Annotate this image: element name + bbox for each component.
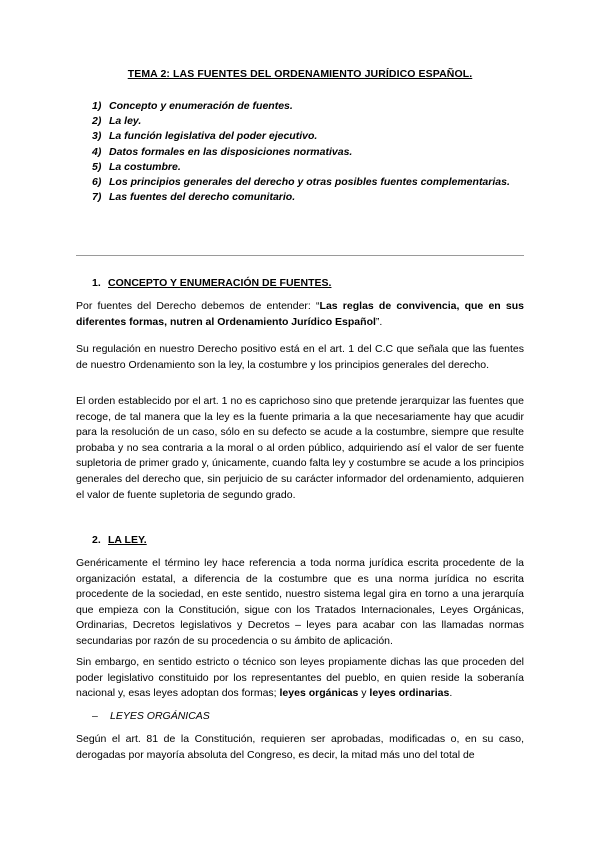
section-1-paragraph-3: El orden establecido por el art. 1 no es caprichoso sino que pretende jerarquizar las fuentes que recoge, de tal manera que la ley es la fuente primaria a la que necesariamente hay que acudir para la resolución de un caso, sólo en su defecto se acude a la costumbre, siempre que resulte probaba y no sea contraria a la moral o al orden público, adquiriendo así el valor de ser fuente supletoria de primer grado y, únicamente, cuando falta ley y costumbre se acude a los principios generales del derecho que, sin perjuicio de su carácter informador del ordenamiento, adquieren el valor de fuente supletoria de segundo grado. [76, 395, 524, 501]
definition-end: ”. [375, 315, 383, 328]
subsection-leyes-organicas [92, 710, 210, 722]
toc-item-text: La costumbre. [109, 160, 181, 173]
toc-item-text: Datos formales en las disposiciones normativas. [109, 145, 353, 158]
toc-item [92, 99, 532, 114]
definition-quote: Las reglas de convivencia, que en sus diferentes formas, nutren al Ordenamiento Jurídico Español [76, 300, 524, 328]
subsection-title: LEYES ORGÁNICAS [110, 710, 210, 722]
section-2-paragraph-1: Genéricamente el término ley hace referencia a toda norma jurídica escrita procedente de la organización estatal, a diferencia de la costumbre que es una norma jurídica no escrita procedente de la sociedad, en este sentido, nuestro sistema legal gira en torno a una jerarquía que empieza con la Constitución, sigue con los Tratados Internacionales, Leyes Orgánicas, Ordinarias, Decretos legislativos y Decretos – leyes para acabar con las llamadas normas secundarias por razón de su procedencia o su ámbito de aplicación. [76, 557, 524, 647]
term-leyes-ordinarias: leyes ordinarias [369, 687, 450, 700]
toc-item [92, 114, 532, 129]
section-2-paragraph-2 [76, 655, 524, 702]
toc-item [92, 160, 532, 175]
section-1-paragraph-1 [76, 299, 524, 330]
table-of-contents [92, 99, 532, 205]
section-2-heading [92, 534, 147, 546]
toc-item [92, 175, 532, 190]
toc-item-text: La función legislativa del poder ejecutivo. [109, 130, 318, 143]
toc-item-number: 4) [92, 145, 102, 158]
toc-item-text: Las fuentes del derecho comunitario. [109, 191, 296, 204]
section-1-number: 1. [92, 277, 101, 289]
toc-item-text: Los principios generales del derecho y otras posibles fuentes complementarias. [109, 176, 510, 189]
paragraph-text: y [358, 687, 370, 700]
document-title: TEMA 2: LAS FUENTES DEL ORDENAMIENTO JURÍDICO ESPAÑOL. [127, 68, 473, 80]
toc-item-number: 1) [92, 100, 102, 112]
toc-item-number: 3) [92, 130, 102, 143]
toc-item-number: 6) [92, 176, 102, 189]
toc-item [92, 190, 532, 205]
toc-item-number: 7) [92, 191, 102, 204]
toc-item-number: 5) [92, 160, 102, 173]
section-1-title: CONCEPTO Y ENUMERACIÓN DE FUENTES. [108, 277, 332, 289]
toc-item-text: La ley. [109, 115, 142, 128]
section-2-paragraph-3: Según el art. 81 de la Constitución, requieren ser aprobadas, modificadas o, en su caso, derogadas por mayoría absoluta del Congreso, es decir, la mitad más uno del total de [76, 733, 524, 761]
section-1-heading [92, 277, 331, 289]
dash-bullet: – [92, 710, 98, 722]
toc-item [92, 129, 532, 144]
section-2-title: LA LEY. [108, 534, 147, 546]
toc-item-number: 2) [92, 115, 102, 128]
paragraph-text: . [449, 687, 453, 700]
term-leyes-organicas: leyes orgánicas [279, 687, 359, 700]
section-divider [76, 255, 524, 256]
toc-item [92, 145, 532, 160]
definition-intro: Por fuentes del Derecho debemos de entender: “ [76, 300, 320, 312]
section-1-paragraph-2: Su regulación en nuestro Derecho positivo está en el art. 1 del C.C que señala que las fuentes de nuestro Ordenamiento son la ley, la costumbre y los principios generales del derecho. [76, 343, 524, 371]
toc-item-text: Concepto y enumeración de fuentes. [109, 100, 293, 112]
paragraph-text: Sin embargo, en sentido estricto o técnico son leyes propiamente dichas las que proceden del poder legislativo constituido por los representantes del pueblo, en quien reside la soberanía nacional y, esas leyes adoptan dos formas; [76, 656, 524, 700]
section-2-number: 2. [92, 534, 101, 546]
